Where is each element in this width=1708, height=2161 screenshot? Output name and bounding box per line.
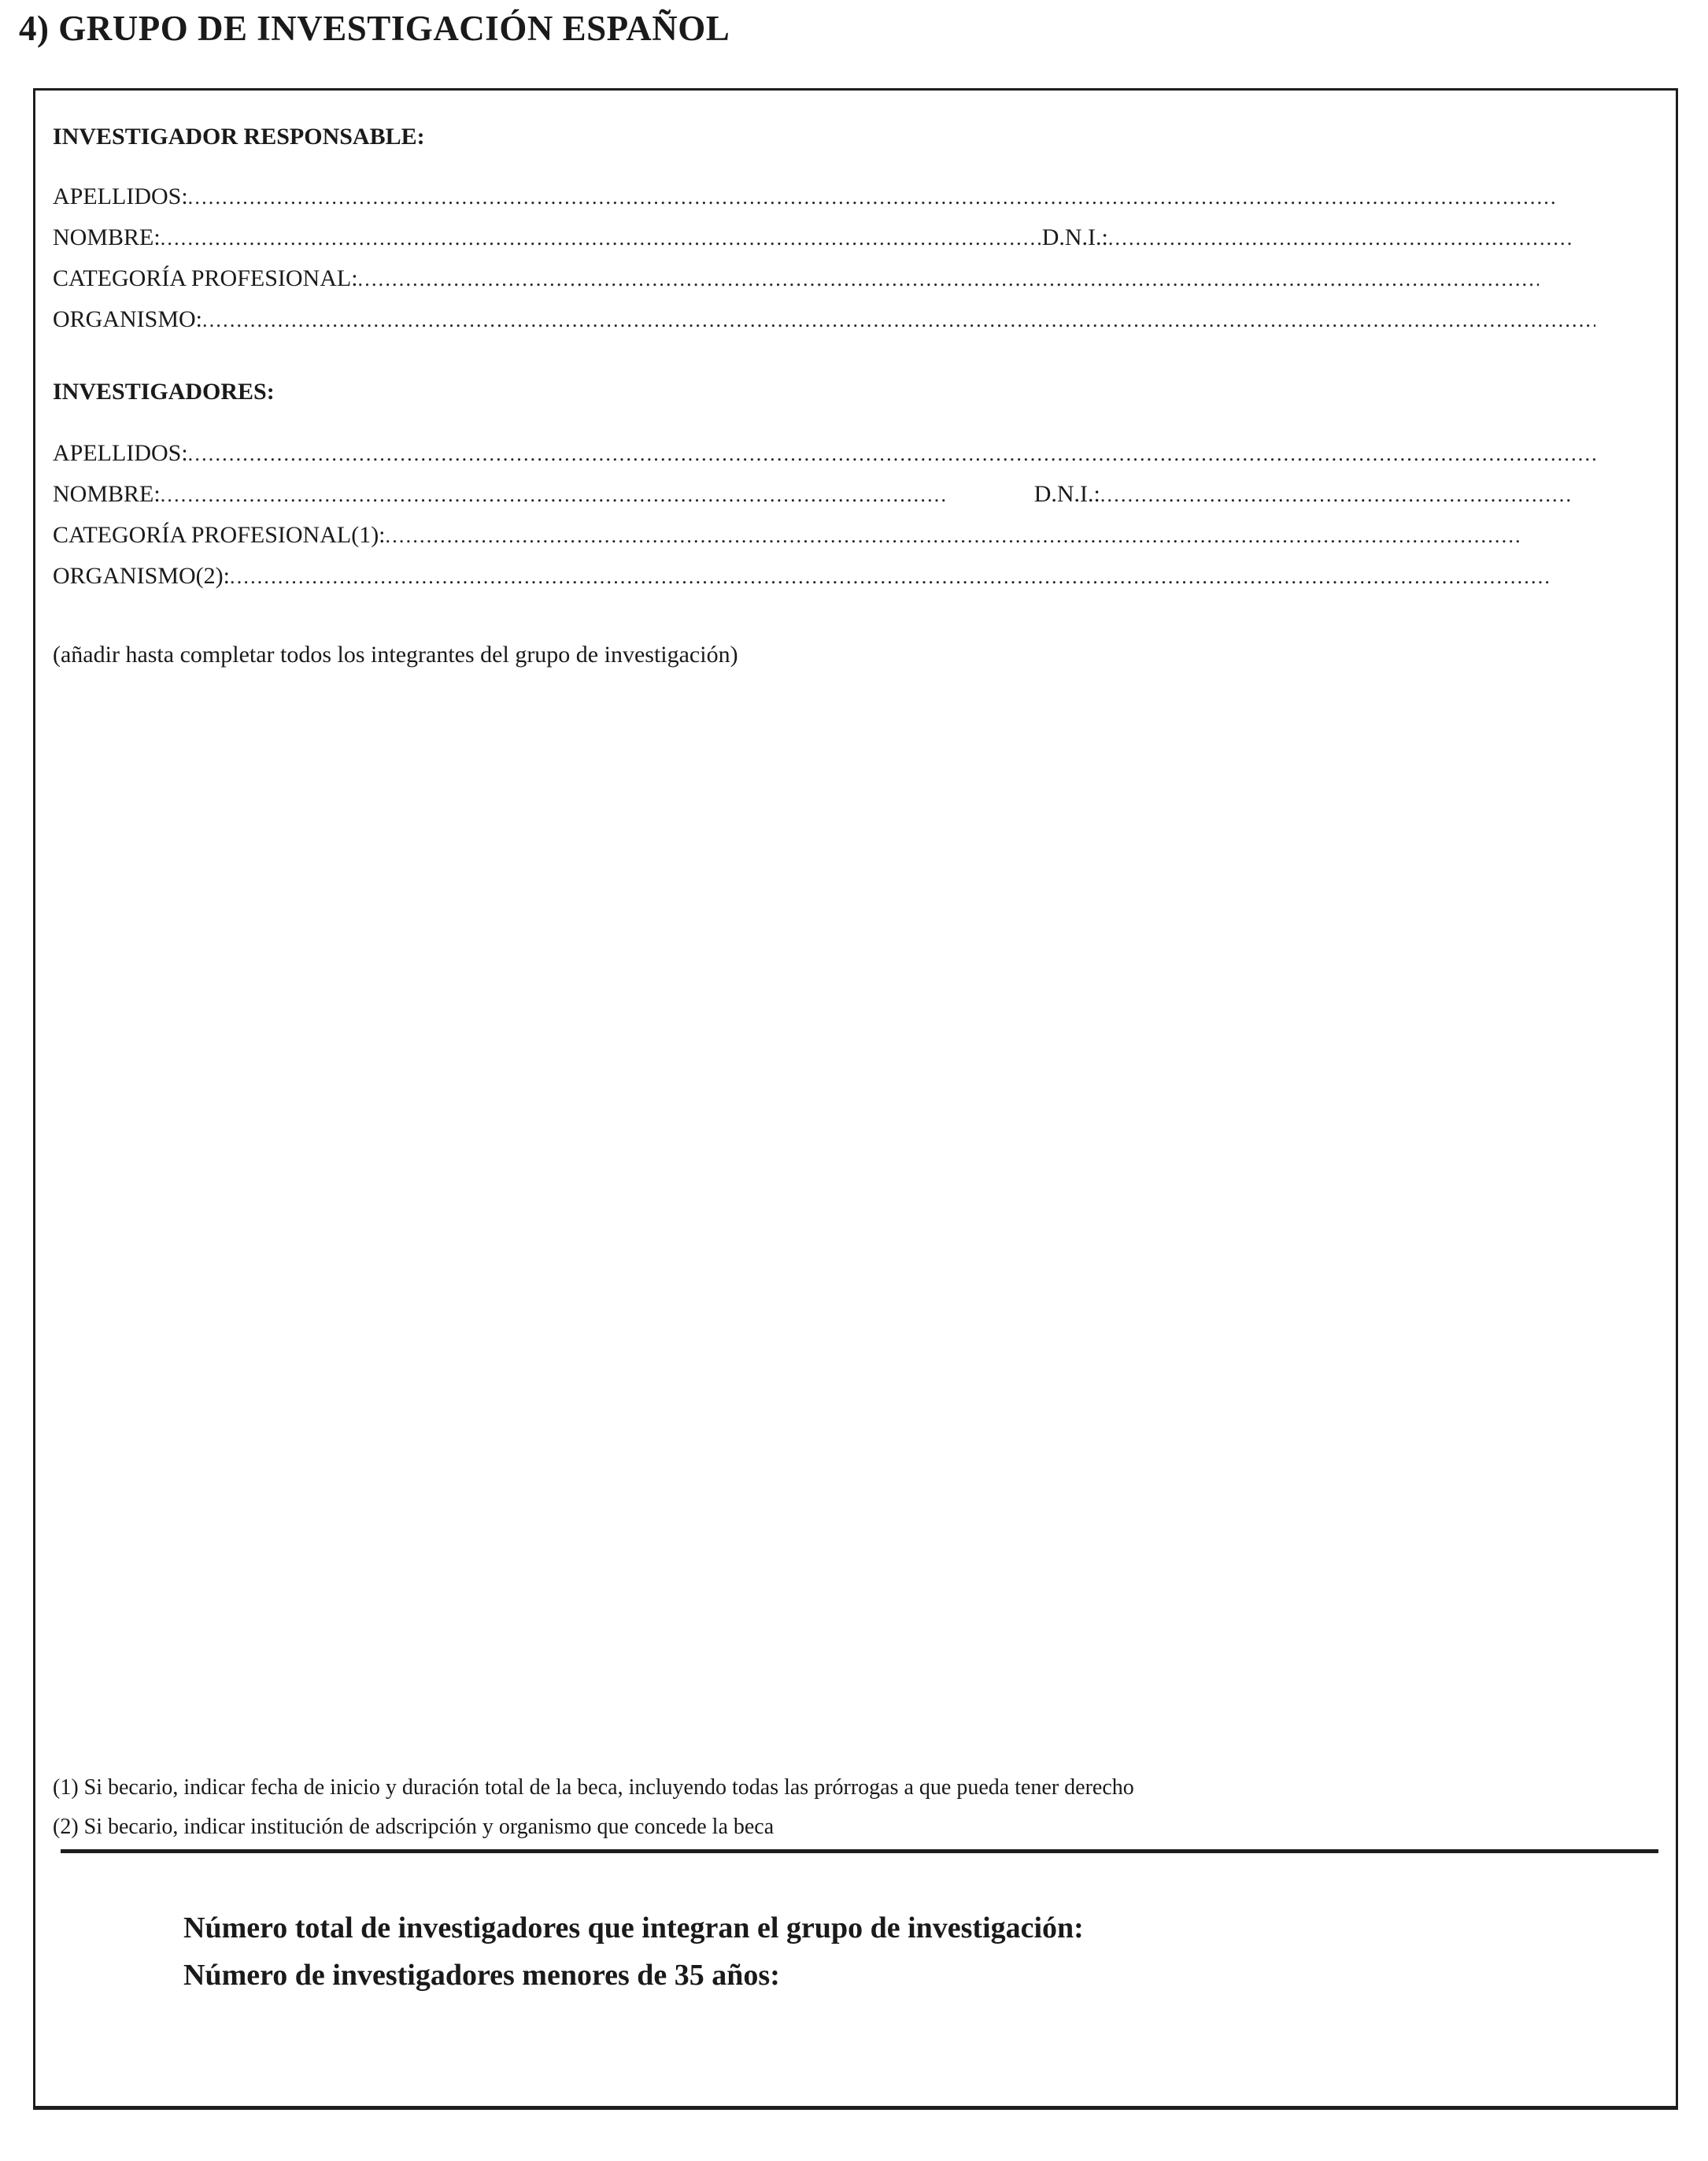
nombre-label: NOMBRE: [53, 224, 161, 250]
organismo-field[interactable] [230, 565, 1552, 589]
apellidos-field[interactable] [188, 186, 1558, 209]
nombre-field[interactable] [161, 227, 1042, 250]
organismo-field[interactable] [202, 309, 1595, 332]
categoria-label: CATEGORÍA PROFESIONAL(1): [53, 522, 386, 548]
menores-35-label: Número de investigadores menores de 35 años: [183, 1959, 780, 1992]
add-members-instruction: (añadir hasta completar todos los integrantes del grupo de investigación) [53, 642, 738, 668]
footnote-2: (2) Si becario, indicar institución de adscripción y organismo que concede la beca [53, 1815, 775, 1839]
investigadores-apellidos-row [53, 440, 1597, 472]
divider-rule [61, 1849, 1658, 1853]
dni-field[interactable] [1108, 227, 1573, 250]
footnote-1: (1) Si becario, indicar fecha de inicio y duración total de la beca, incluyendo todas las prórrogas a que pueda tener derecho [53, 1775, 1134, 1800]
nombre-field[interactable] [161, 483, 948, 507]
dni-field[interactable] [1100, 483, 1573, 507]
categoria-field[interactable] [358, 268, 1539, 291]
investigadores-categoria-row [53, 522, 1519, 553]
total-investigadores-label: Número total de investigadores que integran el grupo de investigación: [183, 1911, 1084, 1945]
organismo-label: ORGANISMO(2): [53, 563, 230, 589]
dni-label: D.N.I.: [1033, 481, 1100, 507]
organismo-label: ORGANISMO: [53, 306, 203, 332]
responsable-apellidos-row [53, 183, 1558, 215]
responsable-categoria-row [53, 265, 1539, 297]
responsable-heading: INVESTIGADOR RESPONSABLE: [53, 124, 425, 150]
section-title: 4) GRUPO DE INVESTIGACIÓN ESPAÑOL [19, 9, 730, 48]
categoria-label: CATEGORÍA PROFESIONAL: [53, 265, 358, 291]
apellidos-label: APELLIDOS: [53, 440, 188, 466]
investigadores-heading: INVESTIGADORES: [53, 379, 275, 405]
apellidos-field[interactable] [188, 442, 1597, 466]
responsable-organismo-row [53, 306, 1595, 338]
dni-label: D.N.I.: [1041, 224, 1108, 250]
apellidos-label: APELLIDOS: [53, 183, 188, 209]
investigadores-nombre-row [53, 481, 1573, 512]
form-box [33, 88, 1678, 2110]
investigadores-organismo-row [53, 563, 1552, 594]
nombre-label: NOMBRE: [53, 481, 161, 507]
categoria-field[interactable] [386, 524, 1519, 548]
responsable-nombre-row [53, 224, 1573, 256]
